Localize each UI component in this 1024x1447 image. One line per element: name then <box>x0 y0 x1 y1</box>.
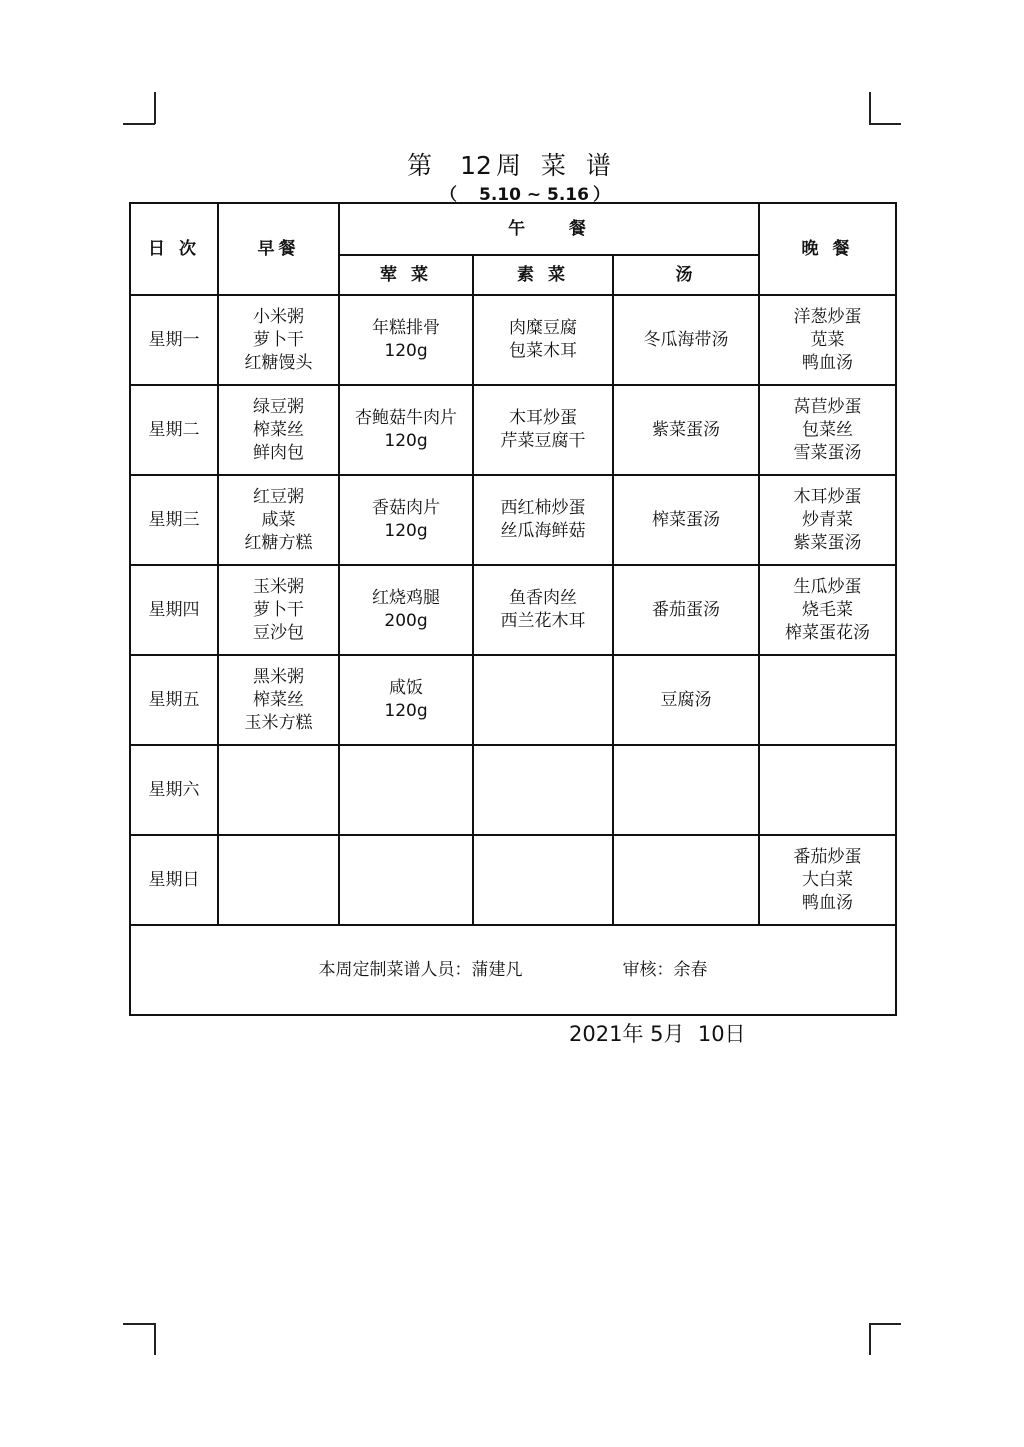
cell-line: 包菜丝 <box>802 419 854 440</box>
cell-line: 120g <box>384 431 428 451</box>
cell-dinner <box>759 565 896 655</box>
crop-mark-bottom-left-h <box>123 1323 155 1325</box>
cell-soup <box>613 475 759 565</box>
reviewer-name: 余春 <box>673 959 708 980</box>
cell-line: 红烧鸡腿 <box>372 588 440 608</box>
table-row <box>130 745 896 835</box>
cell-line: 红豆粥 <box>253 486 304 507</box>
cell-breakfast <box>218 385 339 475</box>
crop-mark-top-left-v <box>154 92 156 124</box>
cell-line: 榨菜丝 <box>253 689 304 710</box>
header-dinner: 晚 餐 <box>759 203 896 295</box>
cell-day: 星期六 <box>130 745 218 835</box>
cell-line: 榨菜蛋花汤 <box>785 622 871 643</box>
title-week: 12 <box>460 151 492 180</box>
cell-veg <box>473 835 613 925</box>
cell-line: 肉糜豆腐 <box>509 318 577 338</box>
cell-line: 烧毛菜 <box>802 599 854 620</box>
cell-day: 星期四 <box>130 565 218 655</box>
cell-line: 丝瓜海鲜菇 <box>500 521 586 541</box>
header-veg: 素 菜 <box>473 255 613 295</box>
cell-line: 番茄蛋汤 <box>652 599 720 620</box>
menu-table <box>129 202 897 1016</box>
cell-soup <box>613 745 759 835</box>
cell-line: 黑米粥 <box>253 666 304 687</box>
cell-line: 鱼香肉丝 <box>509 588 577 608</box>
cell-day: 星期一 <box>130 295 218 385</box>
cell-line: 120g <box>384 341 428 361</box>
cell-line: 红糖方糕 <box>244 532 313 553</box>
date-range-close: ） <box>592 185 610 205</box>
cell-line: 紫菜蛋汤 <box>652 419 720 440</box>
cell-line: 年糕排骨 <box>372 318 440 338</box>
cell-veg <box>473 475 613 565</box>
cell-line: 西兰花木耳 <box>500 611 586 631</box>
cell-line: 苋菜 <box>810 329 845 350</box>
cell-line: 包菜木耳 <box>509 341 577 361</box>
cell-veg <box>473 565 613 655</box>
cell-day: 星期五 <box>130 655 218 745</box>
cell-soup <box>613 655 759 745</box>
cell-line: 咸菜 <box>261 509 296 530</box>
cell-line: 豆腐汤 <box>660 689 712 710</box>
cell-line: 雪菜蛋汤 <box>793 442 862 463</box>
table-row <box>130 655 896 745</box>
cell-line: 榨菜蛋汤 <box>652 509 720 530</box>
header-meat: 荤 菜 <box>339 255 473 295</box>
cell-breakfast <box>218 475 339 565</box>
cell-line: 红糖馒头 <box>244 352 313 373</box>
cell-line: 大白菜 <box>802 869 854 890</box>
cell-meat <box>339 655 473 745</box>
cell-breakfast <box>218 655 339 745</box>
cell-veg <box>473 295 613 385</box>
cell-meat <box>339 475 473 565</box>
crop-mark-bottom-right-v <box>869 1323 871 1355</box>
cell-line: 紫菜蛋汤 <box>793 532 862 553</box>
cell-dinner <box>759 745 896 835</box>
cell-line: 200g <box>384 611 428 631</box>
header-lunch: 午 餐 <box>339 203 759 255</box>
cell-dinner <box>759 385 896 475</box>
title-prefix: 第 <box>407 151 439 180</box>
cell-soup <box>613 835 759 925</box>
cell-breakfast <box>218 835 339 925</box>
cell-line: 咸饭 <box>389 678 423 698</box>
cell-dinner <box>759 655 896 745</box>
cell-line: 鲜肉包 <box>253 442 304 463</box>
cell-line: 香菇肉片 <box>372 498 440 518</box>
cell-veg <box>473 385 613 475</box>
cell-day: 星期日 <box>130 835 218 925</box>
reviewer-label: 审核： <box>622 959 674 980</box>
cell-line: 莴苣炒蛋 <box>793 396 862 417</box>
cell-line: 杏鲍菇牛肉片 <box>355 408 457 428</box>
cell-line: 炒青菜 <box>802 509 854 530</box>
header-day: 日 次 <box>130 203 218 295</box>
date-range-open: （ <box>440 185 457 205</box>
cell-breakfast <box>218 745 339 835</box>
cell-line: 冬瓜海带汤 <box>643 329 729 350</box>
crop-mark-bottom-left-v <box>154 1323 156 1355</box>
title-suffix: 周 菜 谱 <box>495 151 617 180</box>
cell-soup <box>613 565 759 655</box>
cell-line: 120g <box>384 701 428 721</box>
cell-line: 洋葱炒蛋 <box>793 306 862 327</box>
table-row <box>130 295 896 385</box>
table-row <box>130 565 896 655</box>
table-row <box>130 475 896 565</box>
cell-meat <box>339 295 473 385</box>
cell-line: 生瓜炒蛋 <box>793 576 862 597</box>
cell-soup <box>613 385 759 475</box>
cell-day: 星期二 <box>130 385 218 475</box>
crop-mark-top-right-v <box>869 92 871 124</box>
maker-label: 本周定制菜谱人员： <box>318 959 472 980</box>
cell-line: 玉米方糕 <box>244 712 313 733</box>
cell-line: 豆沙包 <box>253 622 304 643</box>
cell-line: 榨菜丝 <box>253 419 304 440</box>
cell-dinner <box>759 475 896 565</box>
table-row <box>130 385 896 475</box>
cell-line: 鸭血汤 <box>802 352 854 373</box>
cell-line: 绿豆粥 <box>253 396 304 417</box>
cell-line: 120g <box>384 521 428 541</box>
cell-meat <box>339 565 473 655</box>
cell-meat <box>339 745 473 835</box>
cell-line: 木耳炒蛋 <box>509 408 577 428</box>
cell-line: 萝卜干 <box>253 329 304 350</box>
cell-line: 萝卜干 <box>253 599 304 620</box>
cell-breakfast <box>218 565 339 655</box>
crop-mark-top-right-h <box>869 123 901 125</box>
cell-meat <box>339 385 473 475</box>
cell-day: 星期三 <box>130 475 218 565</box>
date-range-text: 5.10 ~ 5.16 <box>479 185 589 205</box>
cell-line: 西红柿炒蛋 <box>500 498 586 518</box>
maker-name: 蒲建凡 <box>471 959 523 980</box>
crop-mark-top-left-h <box>123 123 155 125</box>
header-soup: 汤 <box>613 255 759 295</box>
header-breakfast: 早餐 <box>218 203 339 295</box>
cell-line: 番茄炒蛋 <box>793 846 862 867</box>
cell-dinner <box>759 835 896 925</box>
page-title <box>0 146 1024 182</box>
cell-line: 鸭血汤 <box>802 892 854 913</box>
cell-veg <box>473 745 613 835</box>
cell-meat <box>339 835 473 925</box>
cell-line: 玉米粥 <box>253 576 304 597</box>
issue-date: 2021年 5月 10日 <box>569 1022 746 1046</box>
cell-line: 木耳炒蛋 <box>793 486 862 507</box>
cell-line: 芹菜豆腐干 <box>500 431 586 451</box>
cell-soup <box>613 295 759 385</box>
table-row <box>130 835 896 925</box>
signature-row <box>130 925 896 1015</box>
cell-line: 小米粥 <box>253 306 304 327</box>
cell-breakfast <box>218 295 339 385</box>
cell-dinner <box>759 295 896 385</box>
crop-mark-bottom-right-h <box>869 1323 901 1325</box>
cell-veg <box>473 655 613 745</box>
